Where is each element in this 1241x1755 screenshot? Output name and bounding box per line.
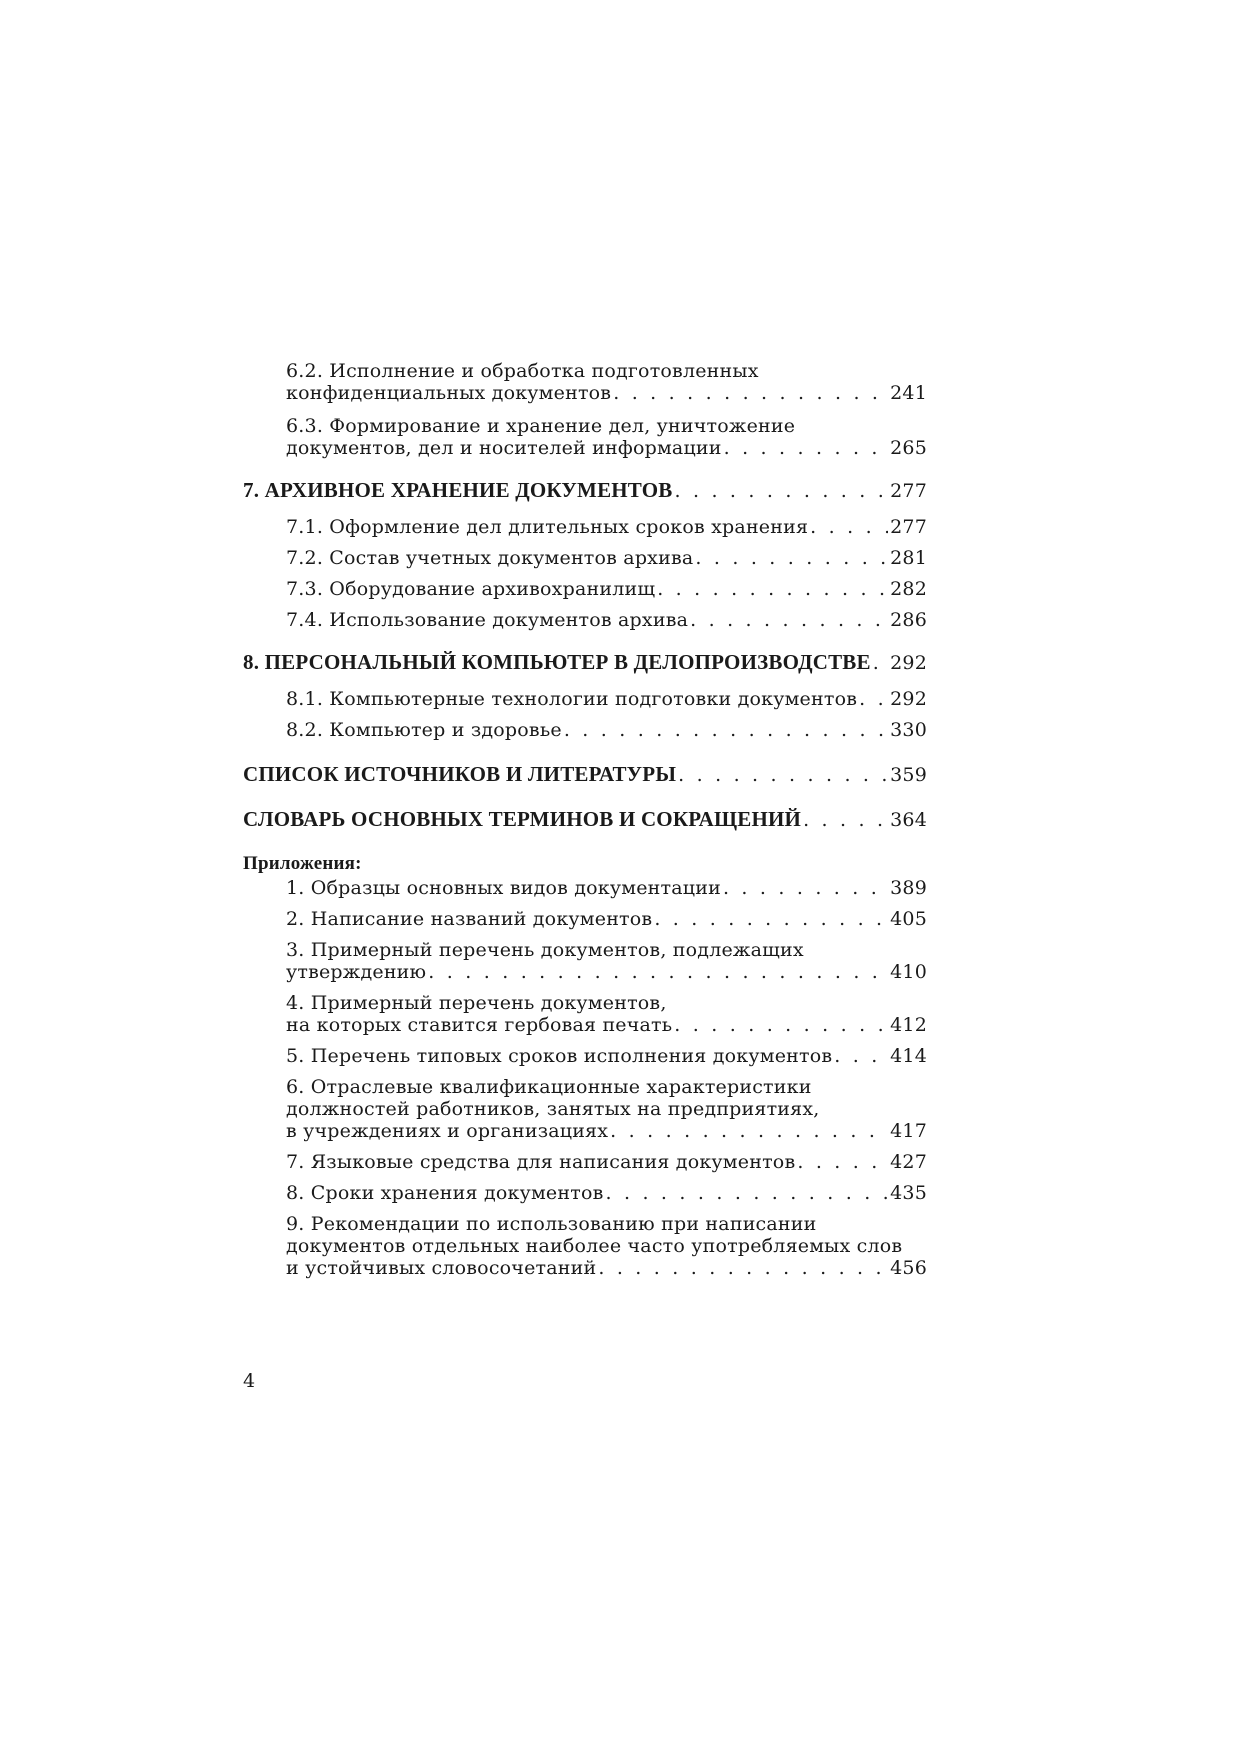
toc-entry-title: 8.1. Компьютерные технологии подготовки документов	[286, 688, 858, 710]
toc-entry-final-line	[286, 437, 927, 459]
toc-entry-page: 359	[890, 764, 927, 786]
toc-entry-page: 417	[890, 1120, 927, 1142]
dot-leader	[678, 764, 888, 786]
toc-entry-text-line: документов отдельных наиболее часто употребляемых слов	[286, 1235, 903, 1257]
toc-entry-text-line: 6.2. Исполнение и обработка подготовленных	[286, 360, 759, 382]
toc-entry-final-line	[286, 1120, 927, 1142]
toc-section-entry	[243, 808, 927, 831]
toc-entry-final-line	[286, 1257, 927, 1279]
toc-entry	[286, 516, 927, 538]
toc-entry-title: 8. Сроки хранения документов	[286, 1182, 604, 1204]
toc-entry-title: 2. Написание названий документов	[286, 908, 653, 930]
toc-entry-text-line: 6.3. Формирование и хранение дел, уничтожение	[286, 415, 796, 437]
dot-leader	[564, 719, 888, 741]
toc-entry-page: 241	[890, 382, 927, 404]
toc-entry-title: утверждению	[286, 961, 427, 983]
toc-entry-final-line	[286, 578, 927, 600]
toc-entry-text-line: должностей работников, занятых на предприятиях,	[286, 1098, 820, 1120]
toc-entry-final-line	[286, 1045, 927, 1067]
toc-entry-title: 7.4. Использование документов архива	[286, 609, 689, 631]
dot-leader	[605, 1182, 888, 1204]
toc-entry-final-line	[286, 516, 927, 538]
toc-entry	[286, 1076, 927, 1142]
toc-entry-title: 7.3. Оборудование архивохранилищ	[286, 578, 656, 600]
toc-entry-page: 277	[890, 516, 927, 538]
toc-entry-final-line	[243, 808, 927, 831]
toc-entry	[286, 877, 927, 899]
toc-entry-final-line	[286, 877, 927, 899]
dot-leader	[610, 1120, 888, 1142]
dot-leader	[657, 578, 888, 600]
toc-entry	[286, 908, 927, 930]
toc-entry-final-line	[286, 688, 927, 710]
toc-entry-title: 8.2. Компьютер и здоровье	[286, 719, 562, 741]
toc-entry	[286, 1182, 927, 1204]
toc-entry-page: 292	[890, 688, 927, 710]
toc-entry-final-line	[286, 719, 927, 741]
page-number: 4	[243, 1370, 256, 1392]
toc-entry-final-line	[243, 763, 927, 786]
toc-entry	[286, 939, 927, 983]
toc-entry-title: документов, дел и носителей информации	[286, 437, 722, 459]
toc-entry	[286, 688, 927, 710]
toc-entry-title: 1. Образцы основных видов документации	[286, 877, 721, 899]
toc-entry-title: на которых ставится гербовая печать	[286, 1014, 673, 1036]
toc-entry	[286, 1151, 927, 1173]
toc-entry-page: 281	[890, 547, 927, 569]
toc-section-entry	[243, 479, 927, 502]
toc-entry-title: 7. Языковые средства для написания документов	[286, 1151, 796, 1173]
toc-entry	[286, 1045, 927, 1067]
toc-section-entry	[243, 763, 927, 786]
dot-leader	[695, 547, 888, 569]
toc-entry	[286, 578, 927, 600]
toc-entry-page: 364	[890, 809, 927, 831]
toc-entry-page: 277	[890, 480, 927, 502]
toc-section-entry	[243, 651, 927, 674]
toc-entry-final-line	[286, 609, 927, 631]
toc-entry-text-line: 9. Рекомендации по использованию при написании	[286, 1213, 817, 1235]
toc-entry-title: 5. Перечень типовых сроков исполнения документов	[286, 1045, 833, 1067]
toc-entry-page: 435	[890, 1182, 927, 1204]
toc-entry-final-line	[286, 961, 927, 983]
toc-entry-final-line	[286, 1151, 927, 1173]
appendix-heading: Приложения:	[243, 853, 362, 874]
toc-entry-final-line	[286, 908, 927, 930]
table-of-contents	[243, 360, 927, 1279]
toc-entry-page: 410	[890, 961, 927, 983]
dot-leader	[674, 480, 888, 502]
toc-entry-page: 456	[890, 1257, 927, 1279]
toc-entry-text-line: 3. Примерный перечень документов, подлежащих	[286, 939, 804, 961]
toc-entry-page: 282	[890, 578, 927, 600]
toc-entry-title: СЛОВАРЬ ОСНОВНЫХ ТЕРМИНОВ И СОКРАЩЕНИЙ	[243, 807, 802, 831]
toc-entry-final-line	[243, 479, 927, 502]
toc-entry-page: 286	[890, 609, 927, 631]
toc-entry-page: 412	[890, 1014, 927, 1036]
toc-entry	[286, 609, 927, 631]
dot-leader	[723, 877, 888, 899]
toc-entry-page: 405	[890, 908, 927, 930]
dot-leader	[654, 908, 888, 930]
toc-entry-title: 7. АРХИВНОЕ ХРАНЕНИЕ ДОКУМЕНТОВ	[243, 478, 673, 502]
toc-entry	[286, 360, 927, 404]
toc-entry-page: 414	[890, 1045, 927, 1067]
toc-entry-page: 389	[890, 877, 927, 899]
toc-entry	[286, 547, 927, 569]
toc-entry-text-line: 4. Примерный перечень документов,	[286, 992, 667, 1014]
toc-entry-text-line: 6. Отраслевые квалификационные характеристики	[286, 1076, 812, 1098]
toc-entry	[286, 1213, 927, 1279]
dot-leader	[690, 609, 888, 631]
toc-entry	[286, 719, 927, 741]
toc-entry-title: 8. ПЕРСОНАЛЬНЫЙ КОМПЬЮТЕР В ДЕЛОПРОИЗВОДСТВЕ	[243, 650, 871, 674]
toc-entry-final-line	[243, 651, 927, 674]
toc-entry-title: СПИСОК ИСТОЧНИКОВ И ЛИТЕРАТУРЫ	[243, 762, 677, 786]
toc-entry-title: и устойчивых словосочетаний	[286, 1257, 597, 1279]
dot-leader	[598, 1257, 888, 1279]
toc-entry-title: 7.1. Оформление дел длительных сроков хранения	[286, 516, 809, 538]
toc-entry	[286, 415, 927, 459]
toc-entry-final-line	[286, 382, 927, 404]
toc-entry-final-line	[286, 1182, 927, 1204]
toc-entry-page: 330	[890, 719, 927, 741]
dot-leader	[873, 652, 888, 674]
toc-entry-title: конфиденциальных документов	[286, 382, 612, 404]
toc-entry	[286, 992, 927, 1036]
toc-entry-final-line	[286, 547, 927, 569]
dot-leader	[674, 1014, 888, 1036]
dot-leader	[797, 1151, 888, 1173]
dot-leader	[724, 437, 889, 459]
toc-entry-page: 265	[890, 437, 927, 459]
dot-leader	[613, 382, 888, 404]
toc-entry-title: в учреждениях и организациях	[286, 1120, 609, 1142]
dot-leader	[810, 516, 888, 538]
toc-entry-title: 7.2. Состав учетных документов архива	[286, 547, 694, 569]
dot-leader	[834, 1045, 888, 1067]
toc-entry-page: 292	[890, 652, 927, 674]
toc-entry-page: 427	[890, 1151, 927, 1173]
dot-leader	[859, 688, 888, 710]
dot-leader	[428, 961, 888, 983]
dot-leader	[803, 809, 888, 831]
toc-entry-final-line	[286, 1014, 927, 1036]
